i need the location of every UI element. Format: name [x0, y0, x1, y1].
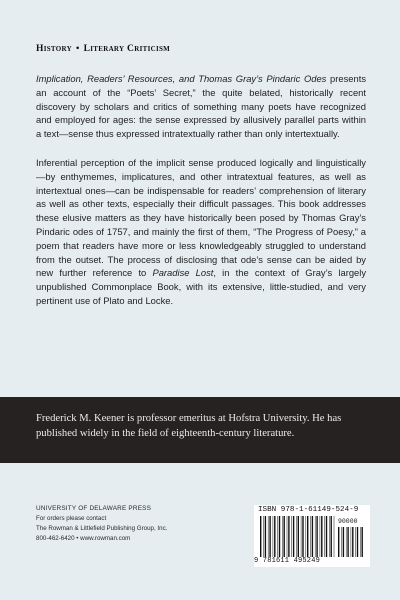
book-title: Implication, Readers’ Resources, and Thomas Gray’s Pindaric Odes — [36, 73, 327, 84]
category-separator: • — [75, 44, 80, 54]
blurb-paragraph-1-text: presents an account of the “Poets’ Secret,” the quite belated, historically recent discovery by scholars and critics of something many poets have recognized and employed for ages: the sense expressed by allusively parallel parts within a text—sense thus expressed intratextually rather than only intertextually. — [36, 73, 367, 140]
publisher-name: UNIVERSITY OF DELAWARE PRESS — [36, 505, 152, 512]
blurb-paragraph-2 — [36, 156, 366, 308]
author-band — [0, 397, 400, 463]
ean-digits: 9 781611 495249 — [254, 557, 321, 565]
author-bio: Frederick M. Keener is professor emeritus at Hofstra University. He has published widely in the field of eighteenth-century literature. — [36, 413, 342, 439]
publisher-info — [36, 504, 167, 544]
category-history: History — [36, 44, 72, 54]
publisher-line-1: For orders please contact — [36, 515, 107, 522]
barcode-block — [254, 505, 370, 567]
price-code: 90000 — [338, 518, 358, 525]
blurb-paragraph-1 — [36, 72, 366, 141]
category-literary-criticism: Literary Criticism — [83, 44, 171, 54]
blurb-paragraph-2-text-a: Inferential perception of the implicit sense produced logically and linguistically—by enthymemes, implicatures, and other intratextual features, as well as intertextual ones—can be indispensable for readers’ comprehension of literary as well as other texts, especially their difficult passages. This book addresses these elusive matters as they have historically been posed by Thomas Gray’s Pindaric odes of 1757, and mainly the first of them, “The Progress of Poesy,” a poem that readers have more or less knowledgeably struggled to understand from the outset. The process of disclosing that ode’s sense can be aided by new further reference to — [36, 157, 366, 279]
blurb-paragraph-2-text-b: , in the context of Gray’s largely unpublished Commonplace Book, with its extensive, little-studied, and very pertinent use of Plato and Locke. — [36, 267, 367, 306]
paradise-lost-title: Paradise Lost — [152, 267, 214, 279]
publisher-line-3: 800-462-6420 • www.rowman.com — [36, 535, 131, 542]
category-line — [36, 44, 170, 54]
publisher-line-2: The Rowman & Littlefield Publishing Group, Inc. — [36, 525, 168, 532]
isbn-text: ISBN 978-1-61149-524-9 — [258, 506, 359, 514]
